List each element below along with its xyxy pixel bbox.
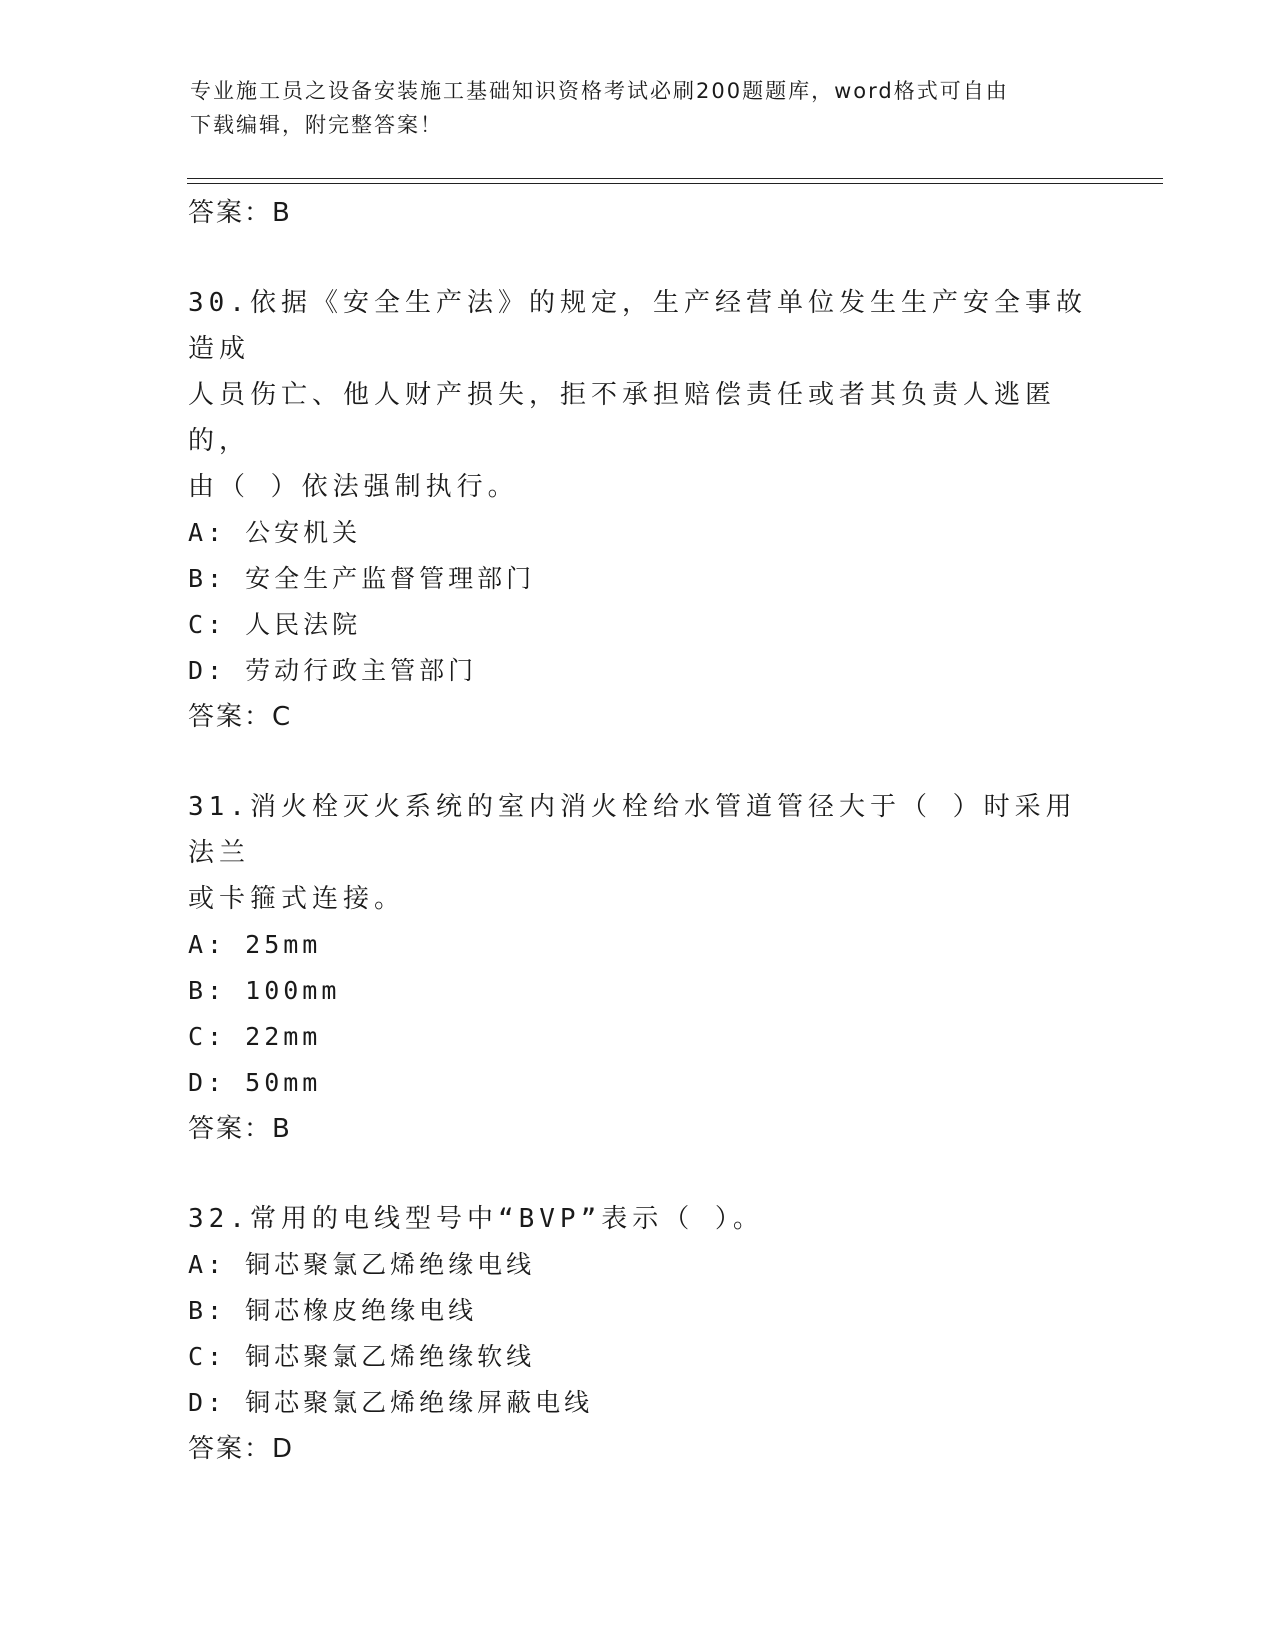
answer-line: 答案：B — [188, 198, 292, 228]
answer-line: 答案：C — [188, 702, 293, 732]
option-a: A: 公安机关 — [188, 518, 362, 547]
header-rule-bottom — [187, 183, 1163, 184]
option-d: D: 铜芯聚氯乙烯绝缘屏蔽电线 — [188, 1388, 594, 1417]
header-rule-top — [187, 178, 1163, 179]
option-a: A: 铜芯聚氯乙烯绝缘电线 — [188, 1250, 536, 1279]
spacer — [188, 1152, 1088, 1196]
header-line-1: 专业施工员之设备安装施工基础知识资格考试必刷200题题库，word格式可自由 — [190, 79, 1009, 103]
question-block — [188, 280, 1088, 740]
question-text-line: 31.消火栓灭火系统的室内消火栓给水管道管径大于（ ）时采用法兰 — [188, 792, 1077, 868]
question-text-line: 32.常用的电线型号中“BVP”表示（ ）。 — [188, 1204, 764, 1234]
option-b: B: 铜芯橡皮绝缘电线 — [188, 1296, 478, 1325]
question-block — [188, 1196, 1088, 1472]
answer-line: 答案：B — [188, 1114, 292, 1144]
question-text-line: 由（ ）依法强制执行。 — [188, 472, 519, 502]
document-header — [190, 74, 1090, 142]
option-c: C: 22mm — [188, 1022, 322, 1051]
option-b: B: 安全生产监督管理部门 — [188, 564, 536, 593]
option-b: B: 100mm — [188, 976, 341, 1005]
option-c: C: 人民法院 — [188, 610, 362, 639]
option-d: D: 劳动行政主管部门 — [188, 656, 478, 685]
option-d: D: 50mm — [188, 1068, 322, 1097]
answer-line: 答案：D — [188, 1434, 295, 1464]
header-line-2: 下载编辑，附完整答案！ — [190, 113, 443, 137]
spacer — [188, 236, 1088, 280]
question-list — [188, 190, 1088, 1472]
question-text-line: 30.依据《安全生产法》的规定，生产经营单位发生生产安全事故造成 — [188, 288, 1087, 364]
question-text-line: 或卡箍式连接。 — [188, 884, 406, 914]
question-text-line: 人员伤亡、他人财产损失，拒不承担赔偿责任或者其负责人逃匿的， — [188, 380, 1057, 456]
question-block — [188, 784, 1088, 1152]
option-a: A: 25mm — [188, 930, 322, 959]
spacer — [188, 740, 1088, 784]
option-c: C: 铜芯聚氯乙烯绝缘软线 — [188, 1342, 536, 1371]
